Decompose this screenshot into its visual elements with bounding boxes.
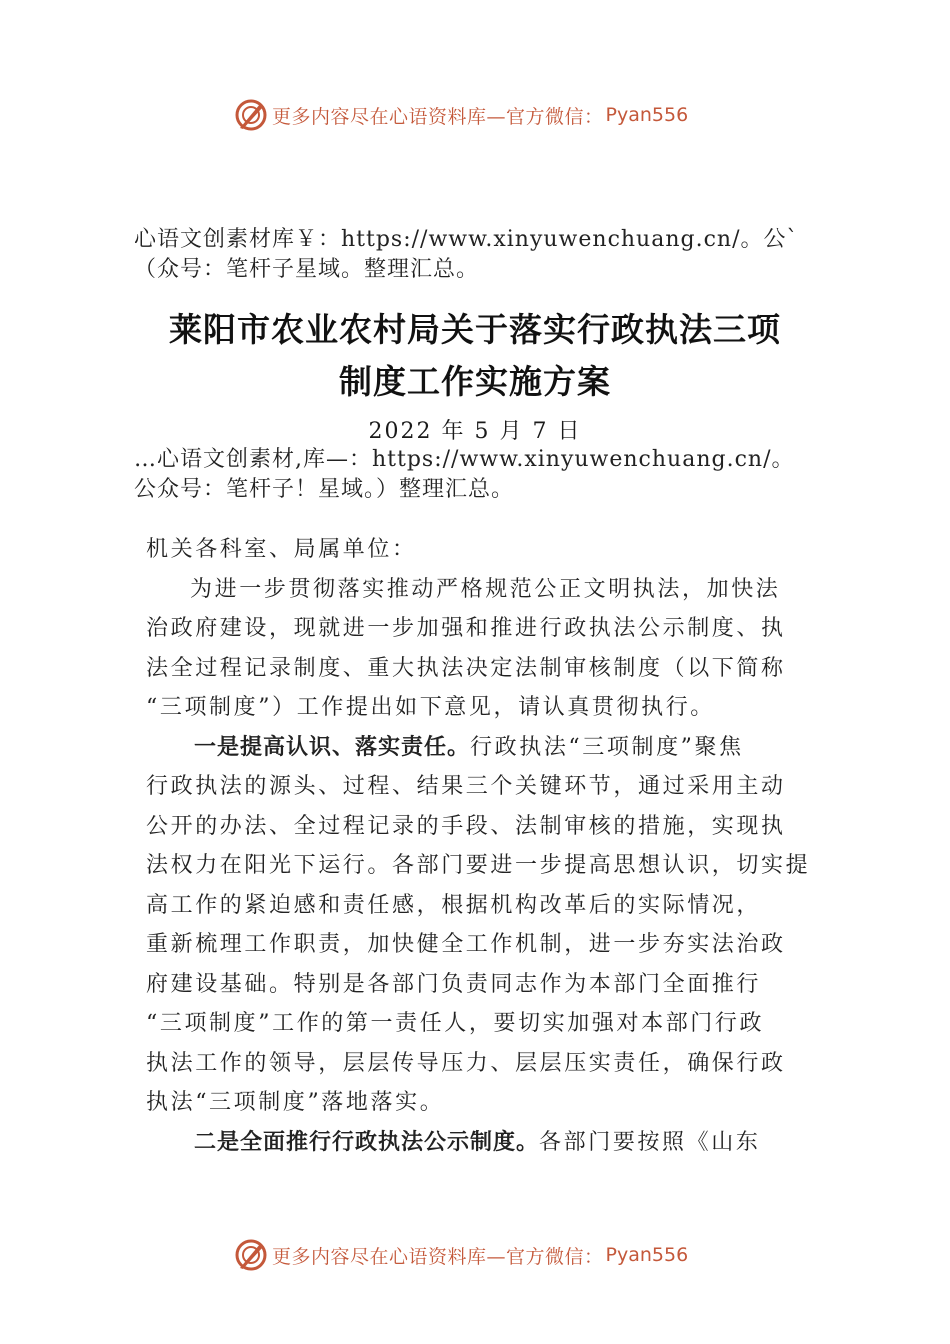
section2-first-line	[146, 1123, 810, 1163]
section1-line: 行政执法的源头、过程、结果三个关键环节，通过采用主动	[146, 774, 786, 799]
document-date: 2022 年 5 月 7 日	[368, 419, 582, 444]
section1-first-line-rest: 行政执法“三项制度”聚焦	[470, 734, 744, 760]
banner-wechat-id: Pyan556	[605, 104, 689, 126]
intro-line: 为进一步贯彻落实推动严格规范公正文明执法，加快法	[190, 576, 781, 602]
section2-first-line-rest: 各部门要按照《山东	[539, 1129, 761, 1155]
section1-line: 公开的办法、全过程记录的手段、法制审核的措施，实现执	[146, 813, 786, 839]
footer-wechat-id: Pyan556	[605, 1244, 689, 1266]
section1-line: 府建设基础。特别是各部门负责同志作为本部门全面推行	[146, 971, 762, 997]
section1-line: 执法工作的领导，层层传导压力、层层压实责任，确保行政	[146, 1050, 786, 1076]
intro-line: “三项制度”）工作提出如下意见，请认真贯彻执行。	[146, 695, 715, 720]
section1-line: “三项制度”工作的第一责任人，要切实加强对本部门行政	[146, 1011, 765, 1036]
section1-line: 法权力在阳光下运行。各部门要进一步提高思想认识，切实提	[146, 853, 811, 878]
top-note-line-2: （众号：笔杆子星域。整理汇总。	[134, 257, 480, 282]
top-note-line-1: 心语文创素材库￥：https://www.xinyuwenchuang.cn/。公`	[134, 227, 799, 252]
header-banner	[0, 95, 950, 135]
section1-first-line	[146, 728, 810, 768]
section2-heading: 二是全面推行行政执法公示制度。	[194, 1129, 540, 1155]
document-title-line-2: 制度工作实施方案	[339, 362, 611, 401]
document-body	[146, 530, 810, 1162]
intro-line: 法全过程记录制度、重大执法决定法制审核制度（以下简称	[146, 655, 786, 681]
document-title-line-1: 莱阳市农业农村局关于落实行政执法三项	[169, 310, 781, 349]
pen-logo-icon	[234, 1238, 268, 1272]
section1-line: 执法“三项制度”落地落实。	[146, 1090, 445, 1115]
intro-line: 治政府建设，现就进一步加强和推进行政执法公示制度、执	[146, 616, 786, 641]
pen-logo-icon	[234, 98, 268, 132]
footer-banner-text: 更多内容尽在心语资料库—官方微信：	[272, 1245, 604, 1268]
middle-note-line-1: …心语文创素材,库—：https://www.xinyuwenchuang.cn/。	[134, 447, 795, 472]
middle-note-line-2: 公众号：笔杆子！星域。）整理汇总。	[134, 477, 515, 502]
section1-line: 高工作的紧迫感和责任感，根据机构改革后的实际情况，	[146, 892, 762, 918]
footer-banner	[0, 1235, 950, 1275]
section1-heading: 一是提高认识、落实责任。	[194, 734, 471, 760]
banner-text: 更多内容尽在心语资料库—官方微信：	[272, 105, 604, 128]
section1-line: 重新梳理工作职责，加快健全工作机制，进一步夯实法治政	[146, 932, 786, 957]
salutation: 机关各科室、局属单位：	[146, 537, 417, 562]
